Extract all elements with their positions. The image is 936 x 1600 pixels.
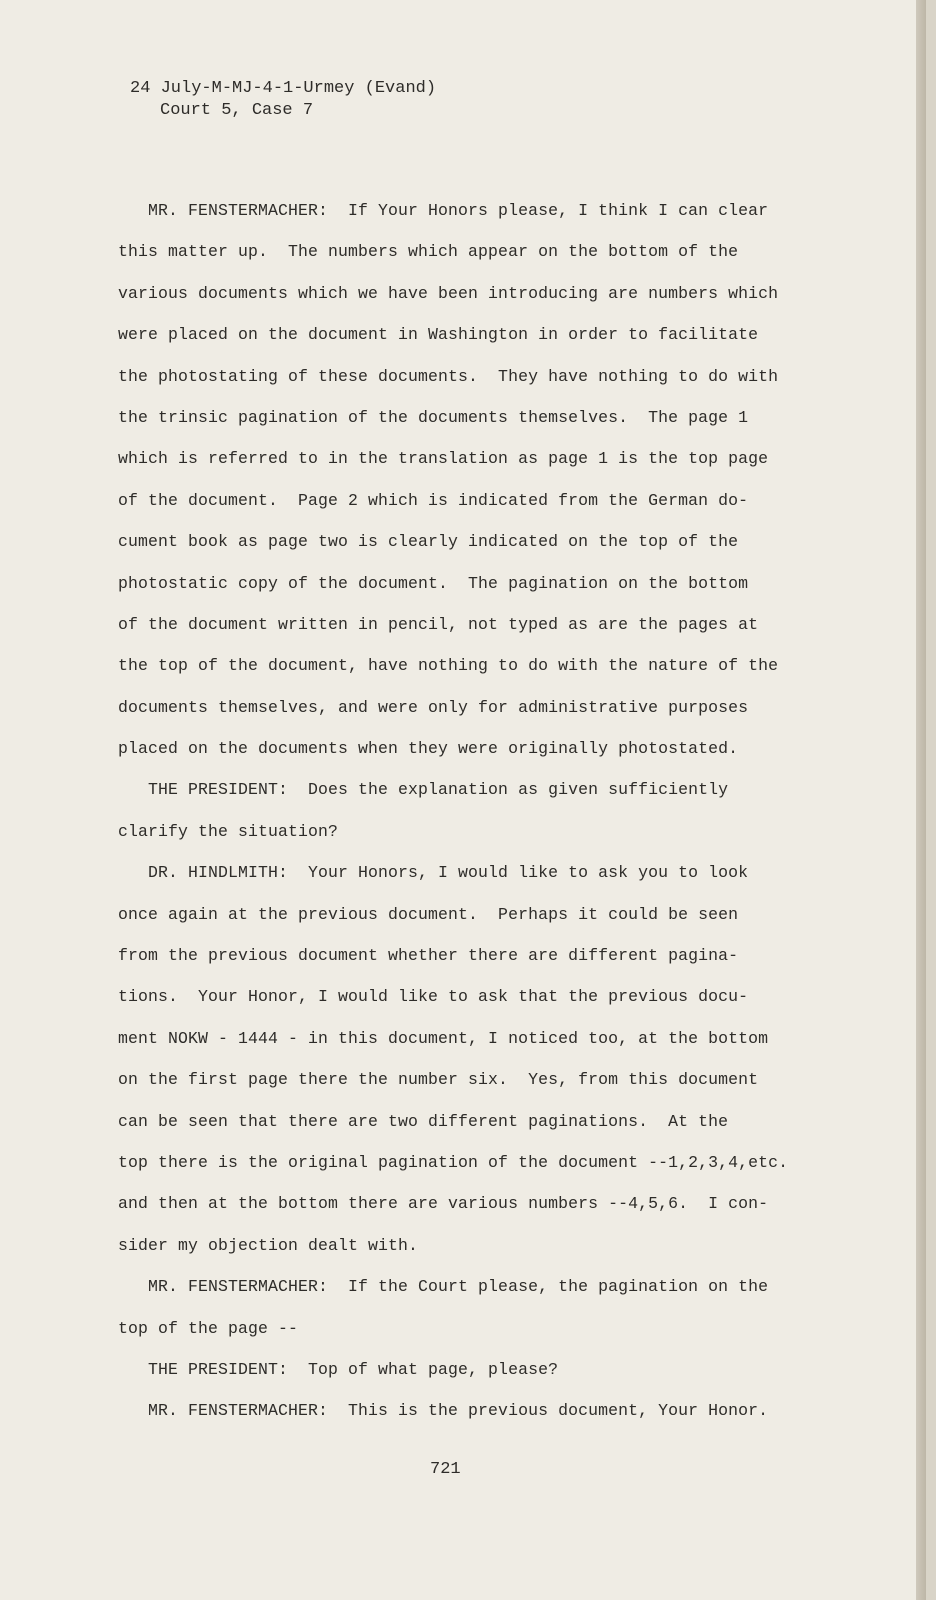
transcript-line: various documents which we have been introducing are numbers which xyxy=(118,283,779,303)
transcript-line: THE PRESIDENT: Does the explanation as given sufficiently xyxy=(118,780,729,800)
transcript-line: the top of the document, have nothing to do with the nature of the xyxy=(118,656,779,676)
transcript-line: MR. FENSTERMACHER: This is the previous document, Your Honor. xyxy=(118,1401,769,1421)
transcript-line: DR. HINDLMITH: Your Honors, I would like to ask you to look xyxy=(118,863,749,883)
transcript-line: MR. FENSTERMACHER: If the Court please, the pagination on the xyxy=(118,1277,769,1297)
transcript-line: photostatic copy of the document. The pagination on the bottom xyxy=(118,573,749,593)
transcript-line: and then at the bottom there are various numbers --4,5,6. I con- xyxy=(118,1194,769,1214)
transcript-line: of the document written in pencil, not typed as are the pages at xyxy=(118,614,759,634)
transcript-line: sider my objection dealt with. xyxy=(118,1235,419,1255)
transcript-line: of the document. Page 2 which is indicated from the German do- xyxy=(118,490,749,510)
transcript-line: cument book as page two is clearly indicated on the top of the xyxy=(118,532,739,552)
transcript-line: ment NOKW - 1444 - in this document, I noticed too, at the bottom xyxy=(118,1028,769,1048)
transcript-body xyxy=(118,200,808,1442)
transcript-line: tions. Your Honor, I would like to ask that the previous docu- xyxy=(118,987,749,1007)
transcript-line: the photostating of these documents. They have nothing to do with xyxy=(118,366,779,386)
transcript-line: top of the page -- xyxy=(118,1318,299,1338)
transcript-line: can be seen that there are two different paginations. At the xyxy=(118,1111,729,1131)
transcript-line: top there is the original pagination of the document --1,2,3,4,etc. xyxy=(118,1152,789,1172)
transcript-line: placed on the documents when they were originally photostated. xyxy=(118,739,739,759)
transcript-line: clarify the situation? xyxy=(118,821,339,841)
transcript-line: which is referred to in the translation as page 1 is the top page xyxy=(118,449,769,469)
header-line-2: Court 5, Case 7 xyxy=(160,101,314,120)
transcript-line: documents themselves, and were only for administrative purposes xyxy=(118,697,749,717)
transcript-line: on the first page there the number six. Yes, from this document xyxy=(118,1070,759,1090)
transcript-line: once again at the previous document. Perhaps it could be seen xyxy=(118,904,739,924)
transcript-line: from the previous document whether there are different pagina- xyxy=(118,946,739,966)
transcript-line: THE PRESIDENT: Top of what page, please? xyxy=(118,1359,559,1379)
transcript-line: were placed on the document in Washington in order to facilitate xyxy=(118,325,759,345)
page-header xyxy=(130,78,436,122)
transcript-line: the trinsic pagination of the documents themselves. The page 1 xyxy=(118,407,749,427)
transcript-line: this matter up. The numbers which appear on the bottom of the xyxy=(118,242,739,262)
transcript-line: MR. FENSTERMACHER: If Your Honors please, I think I can clear xyxy=(118,201,769,220)
page-number: 721 xyxy=(430,1460,461,1479)
header-line-1: 24 July-M-MJ-4-1-Urmey (Evand) xyxy=(130,79,437,98)
